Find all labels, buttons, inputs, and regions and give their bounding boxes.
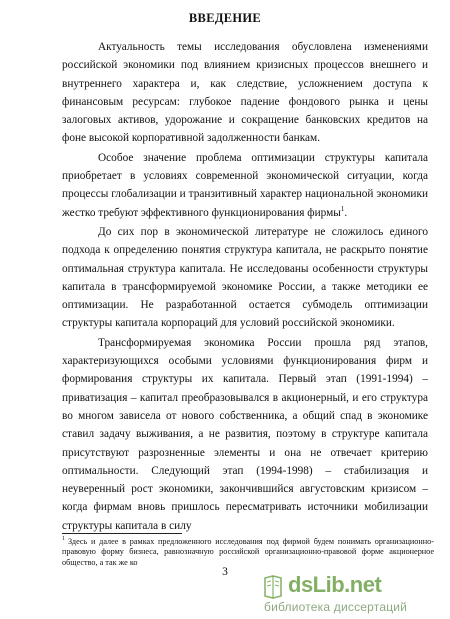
paragraph-literature: До сих пор в экономической литературе не сложилось единого подхода к определению понятия структура капитала, не раскрыто понятие оптимальная структура капитала. Не исследованы особенности структуры капитала в трансформируемой экономике России, а также методики ее оптимизации. Не разработанной остается субмодель оптимизации структуры капитала корпораций для условий российской экономики. xyxy=(62,225,428,330)
watermark-subtitle: библиотека диссертаций xyxy=(264,600,408,614)
page-number: 3 xyxy=(222,566,228,578)
page-title: ВВЕДЕНИЕ xyxy=(188,11,262,25)
book-icon xyxy=(262,574,284,600)
watermark-brand: dsLib.net xyxy=(288,572,382,597)
footnote xyxy=(62,537,434,568)
paragraph-text: Особое значение проблема оптимизации структуры капитала приобретает в условиях современной экономической ситуации, когда процессы глобализации и транзитивный характер национальной экономики жестко требуют эффективного функционирования фирмы xyxy=(62,151,428,219)
paragraph-text-end: . xyxy=(344,206,348,219)
body-text xyxy=(62,38,428,535)
paragraph-stages: Трансформируемая экономика России прошла ряд этапов, характеризующихся особыми условиями функционирования фирм и формирования структуры их капитала. Первый этап (1991-1994) – приватизация – капитал преобразовывался в акционерный, и его структура во многом зависела от нового собственника, а общий спад в экономике ставил задачу выживания, а не развития, поэтому в структуре капитала присутствуют разрозненные элементы и она не отвечает критерию оптимальности. Следующий этап (1994-1998) – стабилизация и неуверенный рост экономики, закончившийся августовским кризисом – когда фирмам вновь пришлось пересматривать источники мобилизации структуры капитала в силу xyxy=(62,336,428,532)
footnote-divider xyxy=(62,533,182,534)
paragraph-optimization xyxy=(62,149,428,222)
paragraph-relevance: Актуальность темы исследования обусловлена изменениями российской экономики под влиянием кризисных процессов внешнего и внутреннего характера и, как следствие, усложнением доступа к финансовым ресурсам: глубокое падение фондового рынка и цены залоговых активов, удорожание и сокращение банковских кредитов на фоне высокой корпоративной задолженности банкам. xyxy=(62,41,428,145)
footnote-text: Здесь и далее в рамках предложенного исследования под фирмой будем понимать организационно-правовую форму бизнеса, равнозначную российской организационно-правовой форме акционерное общество, а так же ко xyxy=(62,537,434,567)
watermark[interactable] xyxy=(262,572,444,616)
footnote-mark: 1 xyxy=(62,536,65,543)
footnote-reference[interactable]: 1 xyxy=(340,204,345,213)
